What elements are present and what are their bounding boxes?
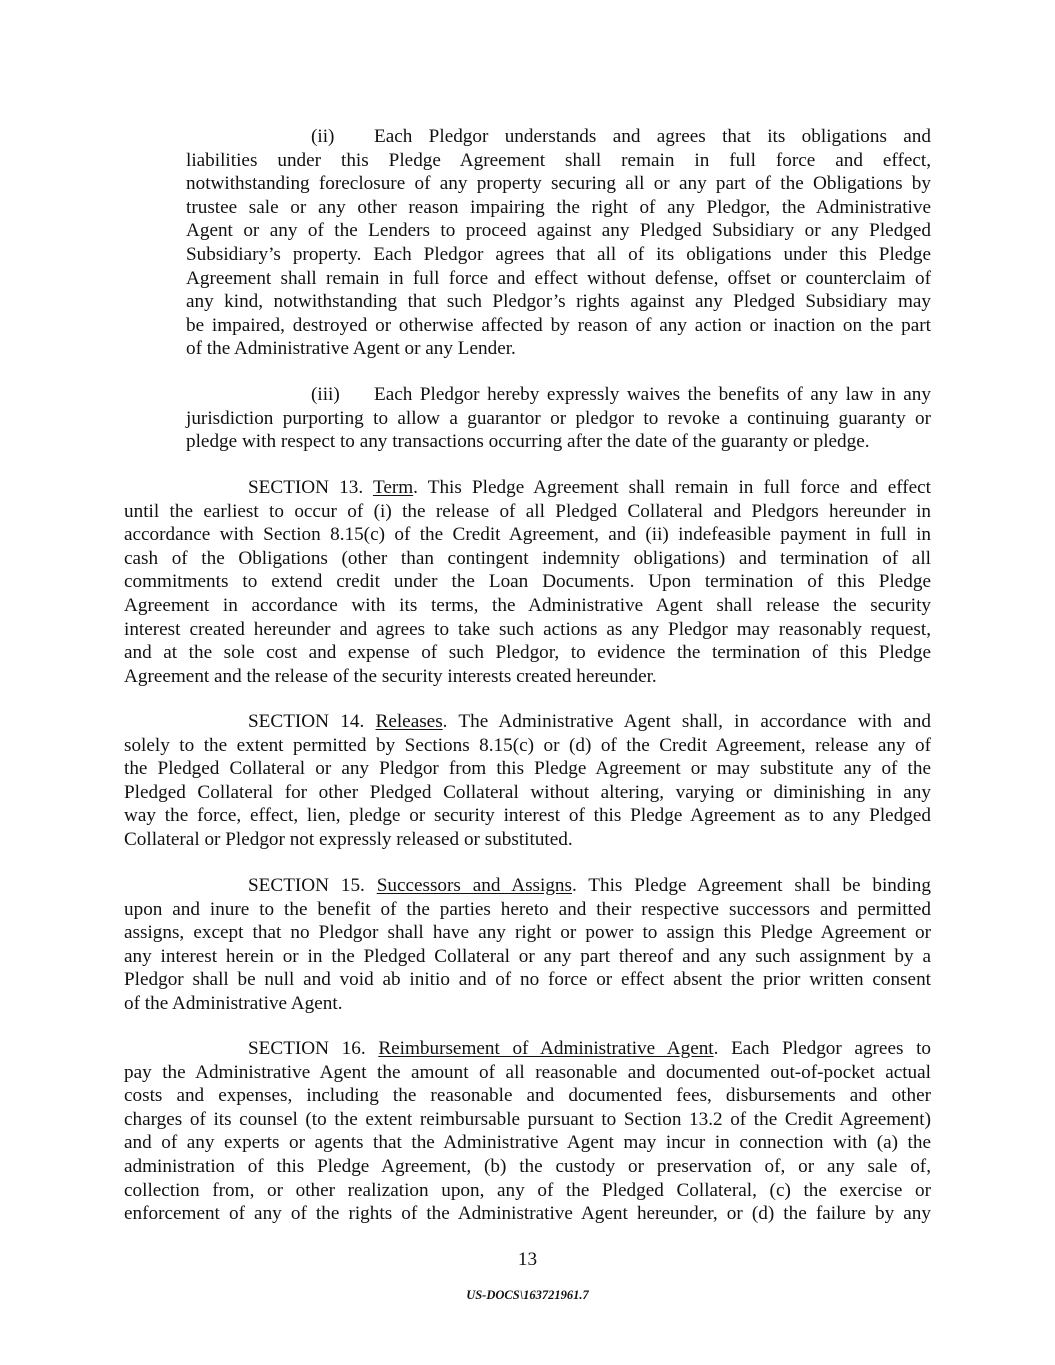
paragraph-line: liabilities under this Pledge Agreement shall remain in full force and effect, xyxy=(186,149,931,171)
paragraph-line: Agreement in accordance with its terms, the Administrative Agent shall release the security xyxy=(124,594,931,616)
section-heading: Reimbursement of Administrative Agent xyxy=(378,1038,714,1059)
paragraph-line: pay the Administrative Agent the amount of all reasonable and documented out-of-pocket actual xyxy=(124,1061,931,1083)
section-number: SECTION 16. xyxy=(248,1038,366,1059)
paragraph-line: trustee sale or any other reason impairing the right of any Pledgor, the Administrative xyxy=(186,196,931,218)
section-first-line: SECTION 16. Reimbursement of Administrative Agent. Each Pledgor agrees to xyxy=(248,1038,932,1059)
paragraph-line: costs and expenses, including the reasonable and documented fees, disbursements and other xyxy=(124,1085,931,1107)
paragraph-line: enforcement of any of the rights of the Administrative Agent hereunder, or (d) the failure by any xyxy=(124,1203,931,1225)
paragraph-line: Agent or any of the Lenders to proceed against any Pledged Subsidiary or any Pledged xyxy=(186,220,931,242)
paragraph-line: pledge with respect to any transactions occurring after the date of the guaranty or pledge. xyxy=(186,431,870,453)
paragraph-line: and at the sole cost and expense of such Pledgor, to evidence the termination of this Pledge xyxy=(124,642,931,664)
paragraph-line: Pledgor shall be null and void ab initio and of no force or effect absent the prior written consent xyxy=(124,969,931,991)
subparagraph-marker: (iii) xyxy=(311,384,340,405)
paragraph-line: Agreement shall remain in full force and effect without defense, offset or counterclaim of xyxy=(186,267,931,289)
section-14 xyxy=(124,710,931,852)
paragraph-line: (ii) Each Pledgor understands and agrees that its obligations and xyxy=(311,126,931,147)
page-number: 13 xyxy=(517,1249,538,1270)
paragraph-line: way the force, effect, lien, pledge or security interest of this Pledge Agreement as to any Pledged xyxy=(124,805,931,827)
paragraph-line: be impaired, destroyed or otherwise affected by reason of any action or inaction on the part xyxy=(186,314,931,336)
paragraph-line: jurisdiction purporting to allow a guarantor or pledgor to revoke a continuing guaranty or xyxy=(186,407,931,429)
section-15 xyxy=(124,874,931,1016)
paragraph-line: collection from, or other realization upon, any of the Pledged Collateral, (c) the exercise or xyxy=(124,1179,931,1201)
paragraph-line: the Pledged Collateral or any Pledgor from this Pledge Agreement or may substitute any of the xyxy=(124,758,931,780)
paragraph-line: commitments to extend credit under the Loan Documents. Upon termination of this Pledge xyxy=(124,571,931,593)
section-number: SECTION 14. xyxy=(248,711,365,732)
paragraph-line: (iii) Each Pledgor hereby expressly waives the benefits of any law in any xyxy=(311,384,931,405)
section-first-line: SECTION 15. Successors and Assigns. This Pledge Agreement shall be binding xyxy=(248,875,931,896)
subparagraph-marker: (ii) xyxy=(311,126,335,147)
section-number: SECTION 15. xyxy=(248,875,365,896)
paragraph-line: any interest herein or in the Pledged Collateral or any part thereof and any such assignment by a xyxy=(124,945,931,967)
paragraph-line: Agreement and the release of the security interests created hereunder. xyxy=(124,665,657,687)
paragraph-line: of the Administrative Agent or any Lender. xyxy=(186,338,516,360)
paragraph-line: Collateral or Pledgor not expressly released or substituted. xyxy=(124,828,573,850)
section-first-line: SECTION 14. Releases. The Administrative Agent shall, in accordance with and xyxy=(248,711,931,732)
paragraph-line: until the earliest to occur of (i) the release of all Pledged Collateral and Pledgors hereunder in xyxy=(124,500,931,522)
paragraph-line: charges of its counsel (to the extent reimbursable pursuant to Section 13.2 of the Credit Agreement) xyxy=(124,1108,931,1130)
paragraph-line: upon and inure to the benefit of the parties hereto and their respective successors and permitted xyxy=(124,898,931,920)
paragraph-line: notwithstanding foreclosure of any property securing all or any part of the Obligations by xyxy=(186,173,931,195)
document-id: US-DOCS\163721961.7 xyxy=(466,1288,589,1302)
paragraph-line: and of any experts or agents that the Administrative Agent may incur in connection with (a) the xyxy=(124,1132,931,1154)
paragraph-line: assigns, except that no Pledgor shall have any right or power to assign this Pledge Agreement or xyxy=(124,922,931,944)
section-heading: Successors and Assigns xyxy=(376,875,572,896)
section-heading: Releases xyxy=(375,711,443,732)
section-first-line: SECTION 13. Term. This Pledge Agreement shall remain in full force and effect xyxy=(248,477,932,498)
section-number: SECTION 13. xyxy=(248,477,364,498)
paragraph-line: of the Administrative Agent. xyxy=(124,992,343,1014)
paragraph-line: any kind, notwithstanding that such Pledgor’s rights against any Pledged Subsidiary may xyxy=(186,291,931,313)
section-16 xyxy=(124,1037,931,1226)
paragraph-line: Subsidiary’s property. Each Pledgor agrees that all of its obligations under this Pledge xyxy=(186,243,931,265)
paragraph-line: interest created hereunder and agrees to take such actions as any Pledgor may reasonably request, xyxy=(124,618,931,640)
paragraph-line: cash of the Obligations (other than contingent indemnity obligations) and termination of all xyxy=(124,547,931,569)
subparagraph-iii xyxy=(186,383,931,454)
paragraph-line: administration of this Pledge Agreement, (b) the custody or preservation of, or any sale of, xyxy=(124,1155,931,1177)
paragraph-line: accordance with Section 8.15(c) of the Credit Agreement, and (ii) indefeasible payment in full in xyxy=(124,524,931,546)
section-13 xyxy=(124,476,931,688)
paragraph-line: Pledged Collateral for other Pledged Collateral without altering, varying or diminishing in any xyxy=(124,781,931,803)
subparagraph-ii xyxy=(186,125,931,361)
paragraph-line: solely to the extent permitted by Sections 8.15(c) or (d) of the Credit Agreement, release any of xyxy=(124,734,931,756)
section-heading: Term xyxy=(372,477,414,498)
